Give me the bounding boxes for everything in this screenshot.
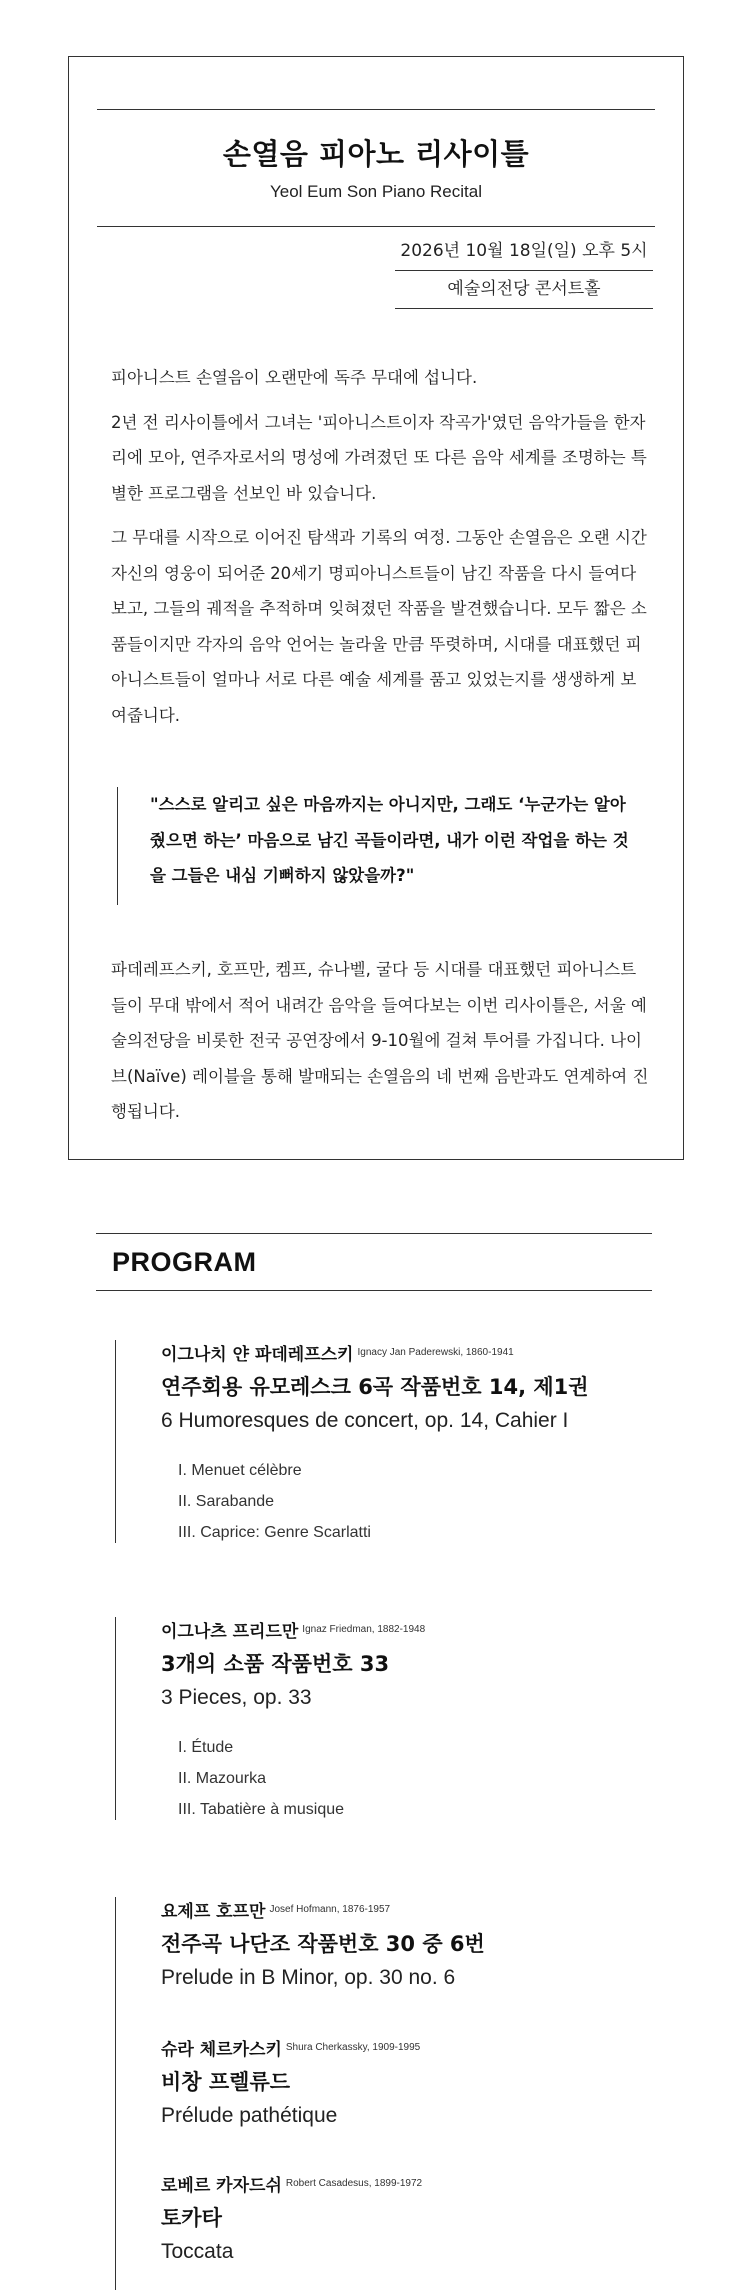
concert-datetime: 2026년 10월 18일(일) 오후 5시 <box>395 233 653 271</box>
movement-item: III. Caprice: Genre Scarlatti <box>178 1524 371 1541</box>
program-piece <box>116 1617 425 1825</box>
composer-name-english: Ignacy Jan Paderewski, 1860-1941 <box>357 1347 514 1358</box>
work-title-english: Prelude in B Minor, op. 30 no. 6 <box>161 1966 456 1989</box>
work-title: 전주곡 나단조 작품번호 30 중 6번 <box>161 1932 485 1956</box>
composer-line <box>161 1617 425 1642</box>
movement-item: II. Sarabande <box>178 1493 275 1510</box>
artist-quote: "스스로 알리고 싶은 마음까지는 아니지만, 그래도 ‘누군가는 알아줬으면 하는’ 마음으로 남긴 곡들이라면, 내가 이런 작업을 하는 것을 그들은 내심 기뻐하지 않았을까?" <box>117 787 637 905</box>
composer-name: 요제프 호프만 <box>161 1902 266 1922</box>
intro-paragraph: 그 무대를 시작으로 이어진 탐색과 기록의 여정. 그동안 손열음은 오랜 시간 자신의 영웅이 되어준 20세기 명피아니스트들이 남긴 작품을 다시 들여다보고, 그들의 궤적을 추적하며 잊혀졌던 작품을 발견했습니다. 모두 짧은 소품들이지만 각자의 음악 언어는 놀라울 만큼 뚜렷하며, 시대를 대표했던 피아니스트들이 얼마나 서로 다른 예술 세계를 품고 있었는지를 생생하게 보여줍니다. <box>111 528 647 725</box>
program-group-1 <box>115 1340 589 1543</box>
composer-line <box>161 2035 485 2060</box>
concert-meta <box>395 233 653 309</box>
program-group-2 <box>115 1617 425 1820</box>
composer-line <box>161 2171 485 2196</box>
work-title: 3개의 소품 작품번호 33 <box>161 1652 390 1676</box>
composer-line <box>161 1340 589 1365</box>
work-title-english: Prélude pathétique <box>161 2104 338 2127</box>
concert-title: 손열음 피아노 리사이틀 <box>222 137 530 171</box>
composer-name: 슈라 체르카스키 <box>161 2040 282 2060</box>
title-block <box>97 109 655 227</box>
program-group-3 <box>115 1897 485 2290</box>
composer-name-english: Josef Hofmann, 1876-1957 <box>269 1904 391 1915</box>
movement-item: II. Mazourka <box>178 1770 267 1787</box>
intro-text <box>111 360 651 742</box>
concert-title-english: Yeol Eum Son Piano Recital <box>269 182 482 201</box>
composer-name: 로베르 카자드쉬 <box>161 2176 282 2196</box>
work-title-english: Toccata <box>161 2240 234 2263</box>
intro-paragraph: 2년 전 리사이틀에서 그녀는 '피아니스트이자 작곡가'였던 음악가들을 한자리에 모아, 연주자로서의 명성에 가려졌던 또 다른 음악 세계를 조명하는 특별한 프로그램을 선보인 바 있습니다. <box>111 412 647 503</box>
movement-list <box>161 1455 589 1548</box>
intro-paragraph: 피아니스트 손열음이 오랜만에 독주 무대에 섭니다. <box>111 368 478 387</box>
concert-venue: 예술의전당 콘서트홀 <box>395 271 653 309</box>
program-piece <box>116 1340 589 1548</box>
composer-name: 이그나치 얀 파데레프스키 <box>161 1345 354 1365</box>
program-piece <box>116 2035 485 2171</box>
composer-name-english: Ignaz Friedman, 1882-1948 <box>302 1624 426 1635</box>
program-header <box>96 1233 652 1291</box>
composer-line <box>161 1897 485 1922</box>
program-heading: PROGRAM <box>112 1247 257 1277</box>
work-title: 비창 프렐류드 <box>161 2070 291 2094</box>
program-piece <box>116 1897 485 2035</box>
program-piece <box>116 2171 485 2264</box>
outro-paragraph: 파데레프스키, 호프만, 켐프, 슈나벨, 굴다 등 시대를 대표했던 피아니스트들이 무대 밖에서 적어 내려간 음악을 들여다보는 이번 리사이틀은, 서울 예술의전당을 비롯한 전국 공연장에서 9-10월에 걸쳐 투어를 가집니다. 나이브(Naïve) 레이블을 통해 발매되는 손열음의 네 번째 음반과도 연계하여 진행됩니다. <box>111 960 649 1121</box>
composer-name-english: Robert Casadesus, 1899-1972 <box>285 2178 423 2189</box>
outro-text <box>111 952 651 1130</box>
composer-name: 이그나츠 프리드만 <box>161 1622 299 1642</box>
movement-list <box>161 1732 425 1825</box>
movement-item: III. Tabatière à musique <box>178 1801 345 1818</box>
movement-item: I. Menuet célèbre <box>178 1462 302 1479</box>
movement-item: I. Étude <box>178 1739 234 1756</box>
composer-name-english: Shura Cherkassky, 1909-1995 <box>285 2042 421 2053</box>
work-title: 연주회용 유모레스크 6곡 작품번호 14, 제1권 <box>161 1375 589 1399</box>
concert-intro-box <box>68 56 684 1160</box>
work-title-english: 3 Pieces, op. 33 <box>161 1686 312 1709</box>
work-title: 토카타 <box>161 2206 222 2230</box>
work-title-english: 6 Humoresques de concert, op. 14, Cahier I <box>161 1409 569 1432</box>
